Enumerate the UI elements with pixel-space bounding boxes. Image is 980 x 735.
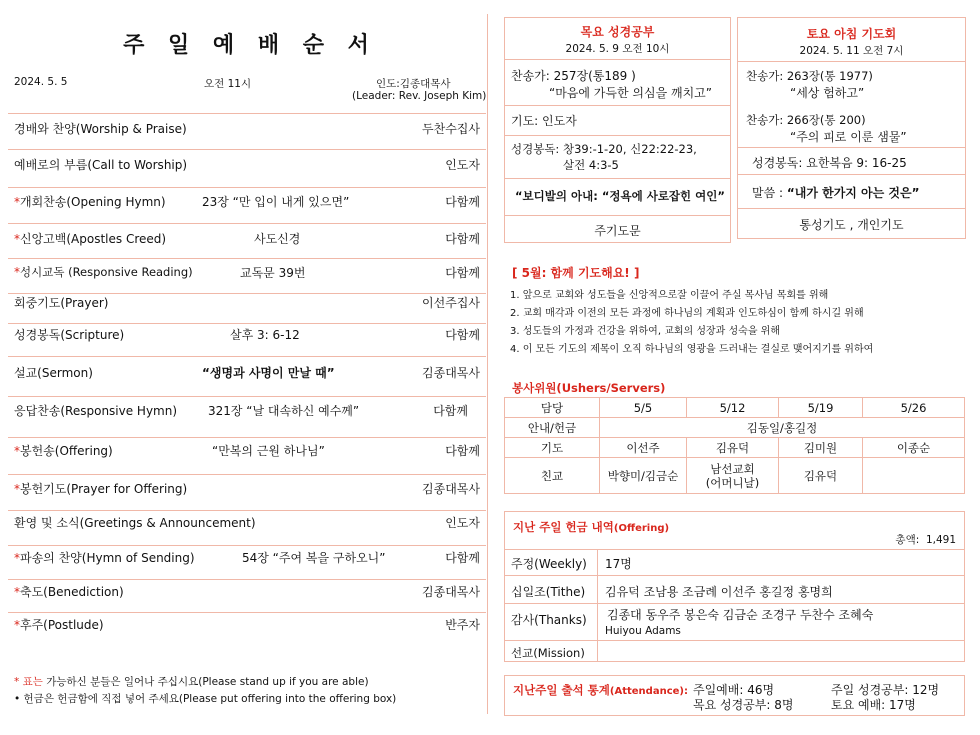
row-divider xyxy=(8,437,486,438)
prayer-topic-item: 4. 이 모든 기도의 제목이 오직 하나님의 영광을 드러내는 결실로 맺어지기를 위하여 xyxy=(510,344,874,355)
saturday-hymn-1-title: “세상 험하고” xyxy=(790,86,865,100)
saturday-datetime: 2024. 5. 11 오전 7시 xyxy=(799,45,904,57)
order-label-text: 응답찬송(Responsive Hymn) xyxy=(14,403,178,418)
offering-total-label: 총액: xyxy=(895,534,920,546)
row-divider xyxy=(8,293,486,294)
ushers-header-row xyxy=(505,398,965,418)
order-label-text: 성경봉독(Scripture) xyxy=(14,327,125,342)
attendance-thursday: 목요 성경공부: 8명 xyxy=(693,698,794,712)
order-leader: 다함께 xyxy=(445,231,480,246)
attendance-saturday: 토요 예배: 17명 xyxy=(831,698,916,712)
table-cell: 친교 xyxy=(505,458,600,494)
order-leader: 김종대목사 xyxy=(422,481,480,496)
prayer-topics-title: [ 5월: 함께 기도해요! ] xyxy=(512,266,640,280)
order-label xyxy=(14,193,166,210)
row-divider xyxy=(8,396,486,397)
table-cell: 이선주 xyxy=(600,438,687,458)
order-detail: 교독문 39번 xyxy=(240,265,306,280)
order-leader: 이선주집사 xyxy=(422,295,480,310)
column-divider xyxy=(487,14,488,714)
offering-thanks-value: 김종대 동우주 봉은숙 김금순 조경구 두찬수 조혜숙 xyxy=(607,608,874,622)
order-label-text: 환영 및 소식(Greetings & Announcement) xyxy=(14,515,256,530)
table-cell: 5/26 xyxy=(863,398,965,418)
row-divider xyxy=(8,187,486,188)
attendance-sunday-study: 주일 성경공부: 12명 xyxy=(831,683,940,697)
order-leader: 다함께 xyxy=(445,443,480,458)
table-row xyxy=(505,438,965,458)
stand-marker: * xyxy=(14,443,20,458)
order-label xyxy=(14,549,195,566)
table-cell xyxy=(863,458,965,494)
order-leader: 다함께 xyxy=(445,550,480,565)
row-divider xyxy=(8,579,486,580)
order-leader: 다함께 xyxy=(445,327,480,342)
order-leader: 다함께 xyxy=(445,194,480,209)
row-divider xyxy=(8,612,486,613)
attendance-title-en: (Attendance): xyxy=(609,686,688,697)
order-label xyxy=(14,156,187,173)
stand-marker: * xyxy=(14,584,20,599)
table-cell: 김유덕 xyxy=(779,458,863,494)
order-label-text: 설교(Sermon) xyxy=(14,365,93,380)
row-divider xyxy=(8,356,486,357)
offering-tithe-value: 김유덕 조남용 조금례 이선주 홍길정 홍명희 xyxy=(605,585,833,599)
order-detail: 사도신경 xyxy=(254,231,301,246)
order-label xyxy=(14,364,93,381)
attendance-sunday: 주일예배: 46명 xyxy=(693,683,775,697)
table-cell: 이종순 xyxy=(863,438,965,458)
thursday-study-box xyxy=(504,17,731,243)
thursday-scripture-2: 살전 4:3-5 xyxy=(563,158,619,172)
order-leader: 김종대목사 xyxy=(422,365,480,380)
stand-marker: * xyxy=(14,265,20,279)
offering-total-value: 1,491 xyxy=(925,534,956,546)
thursday-prayer: 기도: 인도자 xyxy=(511,114,577,128)
thursday-hymn: 찬송가: 257장(통189 ) xyxy=(511,69,636,83)
order-detail: 살후 3: 6-12 xyxy=(230,327,300,342)
table-cell: 담당 xyxy=(505,398,600,418)
saturday-title: 토요 아침 기도회 xyxy=(806,27,897,41)
prayer-topic-item: 2. 교회 매각과 이전의 모든 과정에 하나님의 계획과 인도하심이 함께 하시길 위해 xyxy=(510,308,864,319)
order-label-text: 경배와 찬양(Worship & Praise) xyxy=(14,121,187,136)
row-divider xyxy=(8,323,486,324)
row-divider xyxy=(8,258,486,259)
order-label-text: 축도(Benediction) xyxy=(20,584,124,599)
ushers-table xyxy=(504,397,965,494)
saturday-scripture: 성경봉독: 요한복음 9: 16-25 xyxy=(752,156,907,170)
offering-thanks-label: 감사(Thanks) xyxy=(511,613,587,627)
row-divider xyxy=(8,149,486,150)
table-row xyxy=(505,458,965,494)
offering-weekly-value: 17명 xyxy=(605,557,632,571)
row-divider xyxy=(8,474,486,475)
offering-total xyxy=(895,532,956,547)
order-label xyxy=(14,616,104,633)
prayer-topics-list xyxy=(510,287,873,359)
order-detail: 54장 “주여 복을 구하오니” xyxy=(242,550,386,565)
order-label xyxy=(14,264,193,280)
order-label xyxy=(14,480,187,497)
order-detail: 321장 “날 대속하신 예수께” xyxy=(208,403,360,418)
order-detail: “만복의 근원 하나님” xyxy=(212,443,325,458)
header-divider xyxy=(8,113,486,114)
page-title: 주 일 예 배 순 서 xyxy=(123,33,377,58)
star-note-marker: * 표는 xyxy=(14,676,43,688)
order-leader: 김종대목사 xyxy=(422,584,480,599)
table-cell: 김유덕 xyxy=(687,438,779,458)
order-leader: 다함께 xyxy=(445,265,480,280)
offering-mission-label: 선교(Mission) xyxy=(511,646,585,660)
saturday-message-label: 말씀 : xyxy=(752,186,787,200)
table-cell: 박향미/김금순 xyxy=(600,458,687,494)
order-leader: 두찬수집사 xyxy=(422,121,480,136)
table-cell: 기도 xyxy=(505,438,600,458)
order-detail: 23장 “만 입이 내게 있으면” xyxy=(202,194,350,209)
service-leader-en: (Leader: Rev. Joseph Kim) xyxy=(352,90,487,102)
saturday-closing: 통성기도 , 개인기도 xyxy=(799,218,904,232)
stand-note-text: 가능하신 분들은 일어나 주십시요(Please stand up if you are able) xyxy=(42,676,369,688)
attendance-title-ko: 지난주일 출석 통계 xyxy=(513,683,610,697)
order-leader: 인도자 xyxy=(445,515,480,530)
thursday-closing: 주기도문 xyxy=(594,224,641,238)
thursday-scripture: 성경봉독: 창39:-1-20, 신22:22-23, xyxy=(511,142,697,156)
row-divider xyxy=(8,223,486,224)
thursday-datetime: 2024. 5. 9 오전 10시 xyxy=(565,43,670,55)
saturday-message-title: “내가 한가지 아는 것은” xyxy=(786,186,920,200)
order-label-text: 예배로의 부름(Call to Worship) xyxy=(14,157,188,172)
order-label-text: 성시교독 (Responsive Reading) xyxy=(20,265,193,279)
table-cell: 5/5 xyxy=(600,398,687,418)
order-label-text: 신앙고백(Apostles Creed) xyxy=(20,231,167,246)
table-cell: 김동일/홍길정 xyxy=(600,418,965,438)
order-detail: “생명과 사명이 만날 때” xyxy=(202,365,335,380)
thursday-hymn-title: “마음에 가득한 의심을 깨치고” xyxy=(549,86,712,100)
service-date: 2024. 5. 5 xyxy=(14,76,68,88)
stand-marker: * xyxy=(14,231,20,246)
order-label xyxy=(14,514,256,531)
table-cell: 안내/헌금 xyxy=(505,418,600,438)
saturday-hymn-2: 찬송가: 266장(통 200) xyxy=(746,113,866,127)
table-row xyxy=(505,418,965,438)
prayer-topic-item: 3. 성도들의 가정과 건강을 위하여, 교회의 성장과 성숙을 위해 xyxy=(510,326,780,337)
order-label xyxy=(14,583,124,600)
stand-note xyxy=(14,674,369,689)
table-cell: 김미원 xyxy=(779,438,863,458)
order-label-text: 후주(Postlude) xyxy=(20,617,104,632)
offering-title-en: (Offering) xyxy=(613,523,670,534)
offering-box xyxy=(504,511,965,662)
order-label-text: 봉헌송(Offering) xyxy=(20,443,113,458)
row-divider xyxy=(8,510,486,511)
order-leader: 반주자 xyxy=(445,617,480,632)
order-label-text: 개회찬송(Opening Hymn) xyxy=(20,194,166,209)
stand-marker: * xyxy=(14,481,20,496)
stand-marker: * xyxy=(14,617,20,632)
saturday-prayer-box xyxy=(737,17,966,239)
saturday-message xyxy=(752,184,965,201)
order-label xyxy=(14,442,113,459)
attendance-box xyxy=(504,675,965,716)
order-leader: 다함께 xyxy=(433,403,468,418)
offering-title-ko: 지난 주일 헌금 내역 xyxy=(513,520,614,534)
thursday-title: 목요 성경공부 xyxy=(580,25,655,39)
offering-weekly-label: 주정(Weekly) xyxy=(511,557,587,571)
usher-line: 남선교회 xyxy=(710,461,755,476)
order-leader: 인도자 xyxy=(445,157,480,172)
service-time: 오전 11시 xyxy=(204,78,252,90)
table-cell: 5/19 xyxy=(779,398,863,418)
order-label xyxy=(14,120,187,137)
order-label xyxy=(14,402,177,419)
offering-tithe-label: 십일조(Tithe) xyxy=(511,585,586,599)
table-cell xyxy=(687,458,779,494)
order-label xyxy=(14,230,166,247)
ushers-title: 봉사위원(Ushers/Servers) xyxy=(512,381,666,395)
table-cell: 5/12 xyxy=(687,398,779,418)
thursday-message: “보디발의 아내: “정욕에 사로잡힌 여인” xyxy=(515,189,725,203)
saturday-hymn-2-title: “주의 피로 이룬 샘물” xyxy=(790,130,907,144)
saturday-hymn-1: 찬송가: 263장(통 1977) xyxy=(746,69,873,83)
stand-marker: * xyxy=(14,550,20,565)
row-divider xyxy=(8,545,486,546)
stand-marker: * xyxy=(14,194,20,209)
order-label-text: 봉헌기도(Prayer for Offering) xyxy=(20,481,188,496)
order-label xyxy=(14,294,108,311)
order-label-text: 회중기도(Prayer) xyxy=(14,295,109,310)
service-leader: 인도:김종대목사 xyxy=(376,78,451,90)
usher-line: (어머니날) xyxy=(705,475,760,490)
offering-note: • 헌금은 헌금함에 직접 넣어 주세요(Please put offering into the offering box) xyxy=(14,693,397,705)
order-label-text: 파송의 찬양(Hymn of Sending) xyxy=(20,550,195,565)
offering-thanks-value-2: Huiyou Adams xyxy=(605,625,681,637)
order-label xyxy=(14,326,124,343)
prayer-topic-item: 1. 앞으로 교회와 성도들을 신앙적으로잘 이끌어 주실 목사님 목회를 위해 xyxy=(510,290,829,301)
